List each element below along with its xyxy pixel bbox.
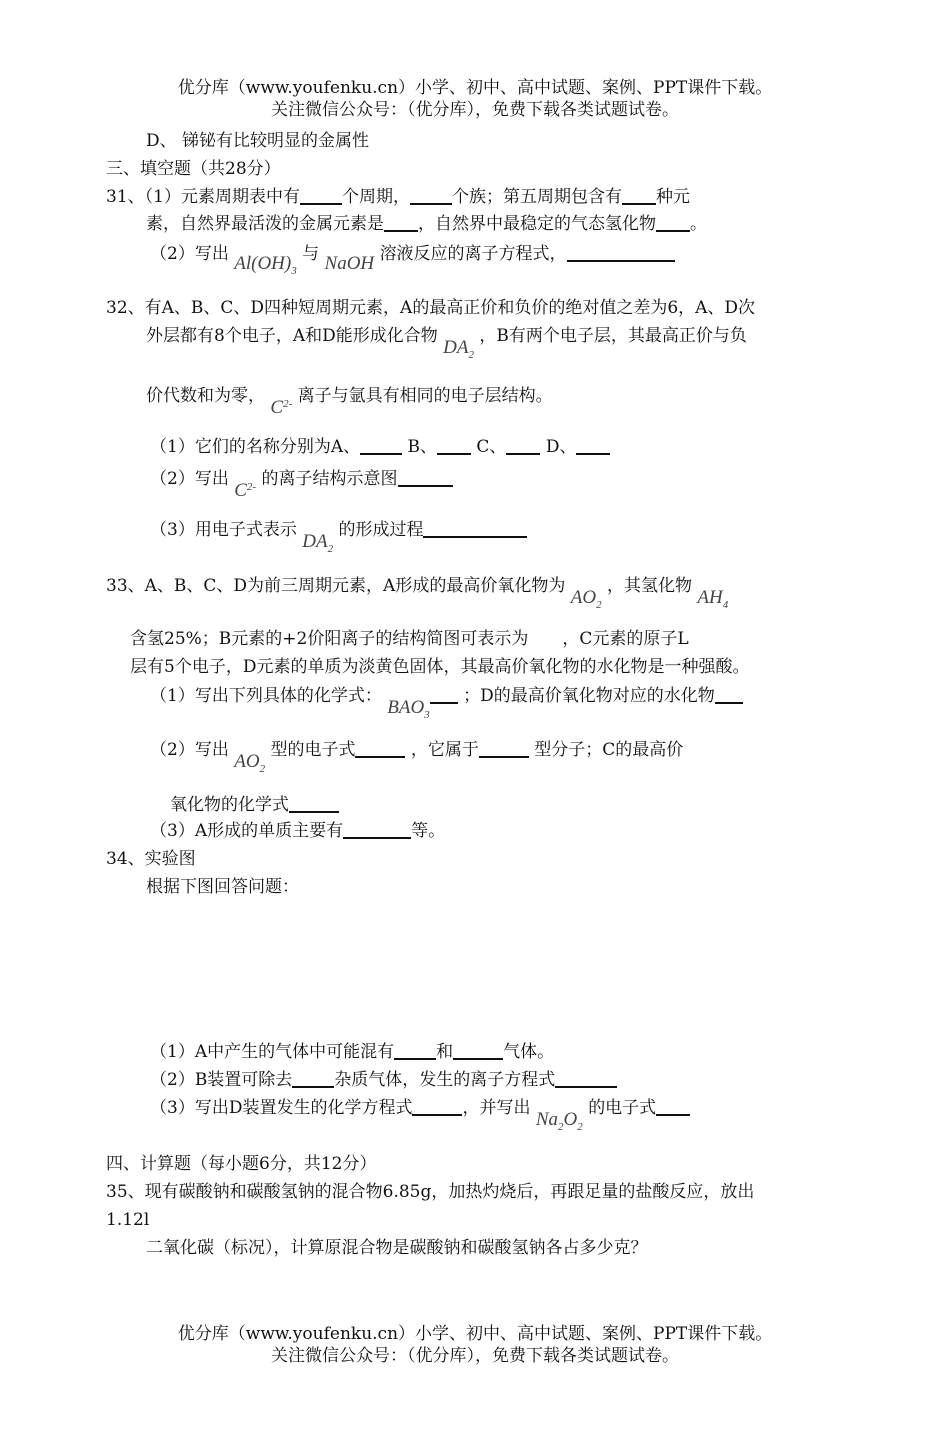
answer-blank[interactable] <box>412 1096 462 1116</box>
answer-blank[interactable] <box>567 242 675 262</box>
answer-blank[interactable] <box>576 435 610 455</box>
formula-da2: $DA_2$ <box>443 337 474 361</box>
q31-line-1: 31、（1）元素周期表中有 个周期， 个族；第五周期包含有 种元 <box>106 187 690 207</box>
answer-blank[interactable] <box>656 212 690 232</box>
footer-line-1: 优分库（www.youfenku.cn）小学、初中、高中试题、案例、PPT课件下载。 <box>177 1324 773 1344</box>
experiment-figure-area <box>146 905 846 1035</box>
answer-blank[interactable] <box>410 185 452 205</box>
formula-naoh: NaOH <box>324 253 375 274</box>
q34-intro: 根据下图回答问题： <box>146 877 299 897</box>
formula-c2minus: $C^{2-}$ <box>270 397 293 418</box>
answer-blank[interactable] <box>430 684 458 704</box>
q33-line-2: 含氢25%；B元素的+2价阳离子的结构简图可表示为 ，C元素的原子L <box>130 629 689 649</box>
answer-blank[interactable] <box>656 1096 690 1116</box>
q32-line-2: 外层都有8个电子，A和D能形成化合物 $DA_2$ ，B有两个电子层，其最高正价与负 <box>146 326 747 361</box>
section-4-title: 四、计算题（每小题6分，共12分） <box>106 1154 377 1174</box>
footer-line-2: 关注微信公众号：（优分库），免费下载各类试题试卷。 <box>271 1346 679 1366</box>
answer-blank[interactable] <box>506 435 540 455</box>
answer-blank[interactable] <box>479 738 529 758</box>
answer-blank[interactable] <box>423 518 527 538</box>
q32-sub-3: （3）用电子式表示 $DA_2$ 的形成过程 <box>150 518 527 549</box>
answer-blank[interactable] <box>355 738 405 758</box>
answer-blank[interactable] <box>398 467 453 487</box>
q33-sub-3: （3）A形成的单质主要有 等。 <box>150 821 446 841</box>
answer-blank[interactable] <box>292 1068 334 1088</box>
answer-blank[interactable] <box>343 819 411 839</box>
answer-blank[interactable] <box>394 1040 436 1060</box>
formula-c2minus: $C^{2-}$ <box>234 480 257 501</box>
formula-bao3: $BAO_3$ <box>387 697 430 721</box>
q33-line-3: 层有5个电子，D元素的单质为淡黄色固体，其最高价氧化物的水化物是一种强酸。 <box>130 657 750 677</box>
q34-sub-1: （1）A中产生的气体中可能混有 和 气体。 <box>150 1042 555 1062</box>
q34-title: 34、实验图 <box>106 849 196 869</box>
q34-sub-3: （3）写出D装置发生的化学方程式 ，并写出 $Na_2O_2$ 的电子式 <box>150 1096 690 1127</box>
formula-aloh3: $Al(OH)_3$ <box>234 253 297 277</box>
q31-line-3: （2）写出 $Al(OH)_3$ 与 NaOH 溶液反应的离子方程式， <box>150 242 675 273</box>
q35-line-3: 二氧化碳（标况），计算原混合物是碳酸钠和碳酸氢钠各占多少克？ <box>146 1238 648 1258</box>
q33-sub-1: （1）写出下列具体的化学式： $BAO_3$ ；D的最高价氧化物对应的水化物 <box>150 684 743 715</box>
q33-sub-2: （2）写出 $AO_2$ 型的电子式 ，它属于 型分子；C的最高价 <box>150 740 684 775</box>
answer-blank[interactable] <box>555 1068 617 1088</box>
header-line-1: 优分库（www.youfenku.cn）小学、初中、高中试题、案例、PPT课件下载。 <box>177 78 773 98</box>
q35-line-2: 1.12l <box>106 1210 150 1230</box>
formula-na2o2: $Na_2O_2$ <box>535 1109 583 1133</box>
formula-ao2: $AO_2$ <box>570 587 602 611</box>
section-3-title: 三、填空题（共28分） <box>106 159 281 179</box>
answer-blank[interactable] <box>289 793 339 813</box>
q33-line-1: 33、A、B、C、D为前三周期元素，A形成的最高价氧化物为 $AO_2$ ，其氢化物 $AH_4$ <box>106 576 729 611</box>
q32-line-3: 价代数和为零， $C^{2-}$ 离子与氩具有相同的电子层结构。 <box>146 386 553 418</box>
answer-blank[interactable] <box>453 1040 503 1060</box>
answer-blank[interactable] <box>384 212 418 232</box>
q32-sub-1: （1）它们的名称分别为A、 B、 C、 D、 <box>150 435 610 459</box>
header-line-2: 关注微信公众号：（优分库），免费下载各类试题试卷。 <box>271 100 679 120</box>
answer-blank[interactable] <box>622 185 656 205</box>
answer-blank[interactable] <box>300 185 342 205</box>
formula-da2: $DA_2$ <box>302 531 334 555</box>
q33-sub-2-cont: 氧化物的化学式 <box>170 793 339 817</box>
q32-line-1: 32、有A、B、C、D四种短周期元素，A的最高正价和负价的绝对值之差为6，A、D次 <box>106 298 756 318</box>
answer-blank[interactable] <box>360 435 402 455</box>
q34-sub-2: （2）B装置可除去 杂质气体，发生的离子方程式 <box>150 1068 617 1092</box>
option-d: D、 锑铋有比较明显的金属性 <box>146 131 370 151</box>
q31-line-2: 素，自然界最活泼的金属元素是 ，自然界中最稳定的气态氢化物 。 <box>146 214 707 234</box>
answer-blank[interactable] <box>715 684 743 704</box>
answer-blank[interactable] <box>437 435 471 455</box>
formula-ao2: $AO_2$ <box>234 751 266 775</box>
formula-ah4: $AH_4$ <box>697 587 729 611</box>
q32-sub-2: （2）写出 $C^{2-}$ 的离子结构示意图 <box>150 463 453 491</box>
q35-line-1: 35、现有碳酸钠和碳酸氢钠的混合物6.85g，加热灼烧后，再跟足量的盐酸反应，放出 <box>106 1182 755 1202</box>
